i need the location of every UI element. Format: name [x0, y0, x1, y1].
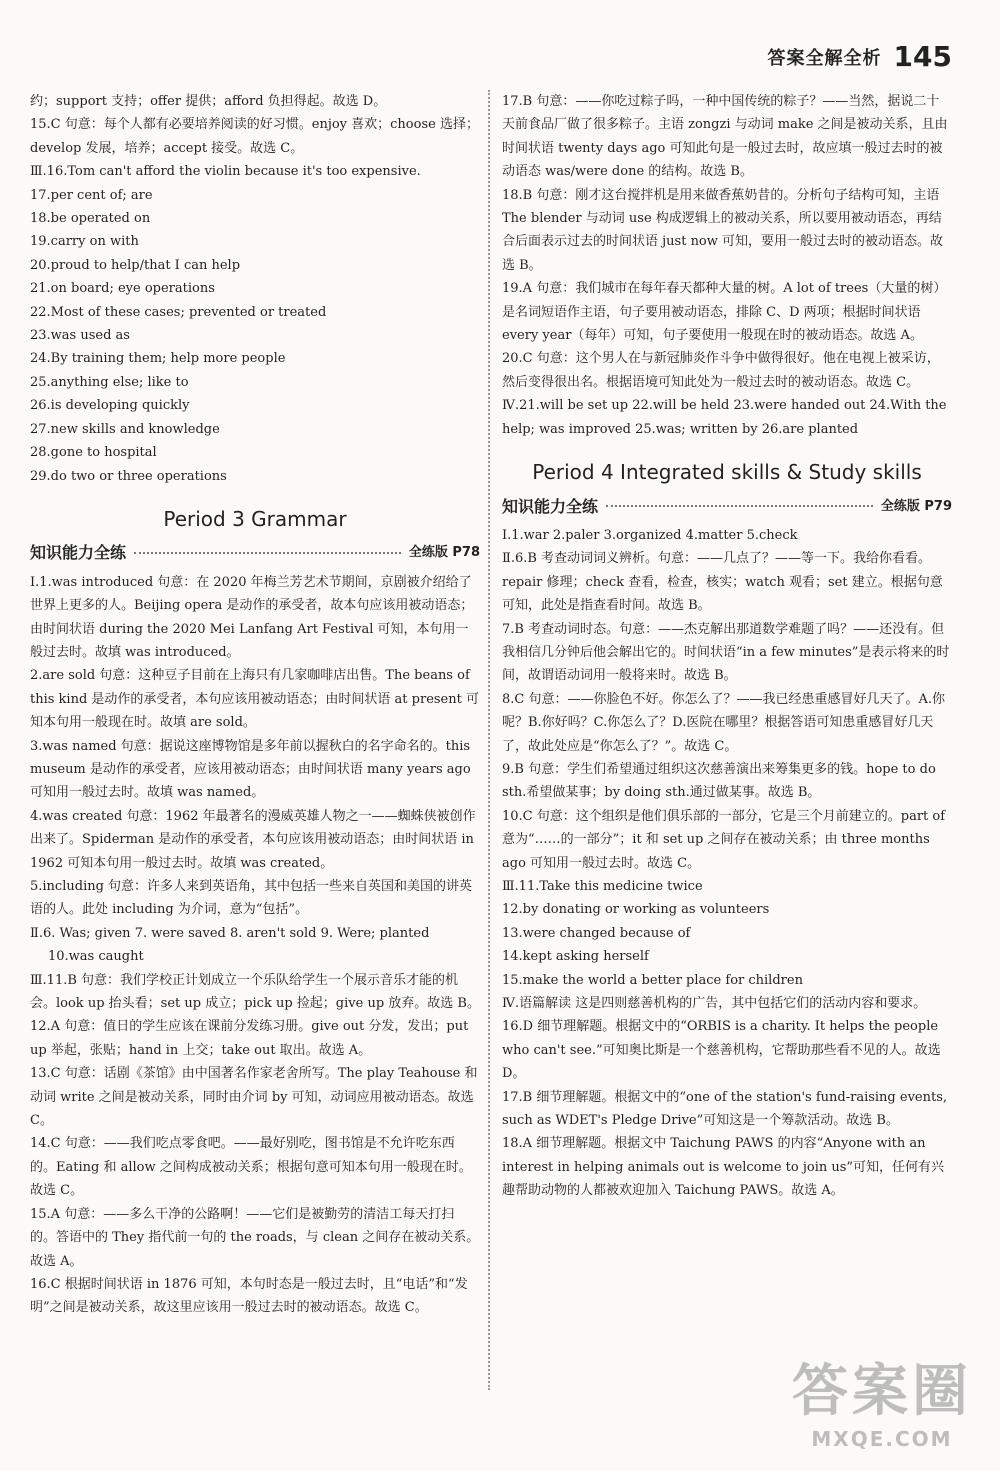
page-header — [768, 40, 952, 73]
period-title: Period 4 Integrated skills & Study skills — [532, 460, 922, 485]
answer-line: 20.proud to help/that I can help — [30, 257, 241, 273]
answer-line: 24.By training them; help more people — [30, 351, 286, 367]
right-column — [502, 90, 952, 1203]
section-name: 知识能力全练 — [502, 496, 599, 516]
answer-line: Ⅱ.6. Was; given 7. were saved 8. aren't sold 9. Were; planted — [30, 925, 430, 941]
section-ref: 全练版 P78 — [408, 545, 480, 561]
answer-line: 22.Most of these cases; prevented or treated — [30, 304, 327, 320]
answer-line: 2.are sold 句意：这种豆子目前在上海只有几家咖啡店出售。The beans of this kind 是动作的承受者，本句应该用被动语态；由时间状语 at present 可知本句用一般现在时。故填 are sold。 — [30, 668, 479, 731]
answer-line: 26.is developing quickly — [30, 398, 190, 414]
answer-line: 13.were changed because of — [502, 925, 691, 941]
section-ref: 全练版 P79 — [880, 498, 952, 514]
section-header — [502, 495, 952, 518]
answer-line: 12.A 句意：值日的学生应该在课前分发练习册。give out 分发，发出；put up 举起，张贴；hand in 上交；take out 取出。故选 A。 — [30, 1019, 469, 1058]
answer-line: 9.B 句意：学生们希望通过组织这次慈善演出来筹集更多的钱。hope to do sth.希望做某事；by doing sth.通过做某事。故选 B。 — [502, 761, 936, 801]
section-divider — [606, 505, 873, 507]
answer-line: 18.A 细节理解题。根据文中 Taichung PAWS 的内容“Anyone with an interest in helping animals out is welcome to join us”可知，任何有兴趣帮助动物的人都被欢迎加入 Taichung PAWS。故选 A。 — [502, 1136, 945, 1199]
answer-line: 17.per cent of; are — [30, 187, 153, 203]
header-title: 答案全解全析 — [767, 47, 882, 69]
answer-line: 18.be operated on — [30, 211, 151, 227]
answer-line: 17.B 细节理解题。根据文中的“one of the station's fund-raising events, such as WDET's Pledge Drive”可知这是一个筹款活动。故选 B。 — [502, 1089, 948, 1129]
answer-line: Ⅳ.21.will be set up 22.will be held 23.were handed out 24.With the help; was improved 25.was; written by 26.are planted — [502, 398, 947, 437]
column-divider — [488, 90, 490, 1390]
answer-line: 10.was caught — [48, 949, 144, 965]
section-header — [30, 541, 480, 564]
answer-line: Ⅰ.1.was introduced 句意：在 2020 年梅兰芳艺术节期间，京剧被介绍给了世界上更多的人。Beijing opera 是动作的承受者，故本句应该用被动语态；由时间状语 during the 2020 Mei Lanfang Art Festival 可知，本句用一般过去时。故填 was introduced。 — [30, 574, 474, 660]
watermark-logo — [792, 1347, 972, 1451]
watermark-url: MXQE.COM — [811, 1427, 953, 1451]
answer-line: 14.kept asking herself — [502, 949, 649, 965]
answer-line: 18.B 句意：刚才这台搅拌机是用来做香蕉奶昔的。分析句子结构可知，主语 The blender 与动词 use 构成逻辑上的被动关系，所以要用被动语态，再结合后面表示过去的时间状语 just now 可知，要用一般过去时的被动语态。故选 B。 — [502, 187, 944, 273]
answer-line: 23.was used as — [30, 328, 130, 344]
answer-line: 15.make the world a better place for children — [502, 972, 803, 988]
answer-line: 7.B 考查动词时态。句意：——杰克解出那道数学难题了吗？——还没有。但我相信几分钟后他会解出它的。时间状语“in a few minutes”是表示将来的时间，故谓语动词用一般将来时。故选 B。 — [502, 621, 950, 684]
answer-line: 13.C 句意：话剧《茶馆》由中国著名作家老舍所写。The play Teahouse 和动词 write 之间是被动关系，同时由介词 by 可知，动词应用被动语态。故选 C。 — [30, 1066, 478, 1129]
answer-line: 25.anything else; like to — [30, 374, 189, 390]
answer-line: 8.C 句意：——你脸色不好。你怎么了？——我已经患重感冒好几天了。A.你呢？B.你好吗？C.你怎么了？D.医院在哪里？根据答语可知患重感冒好几天了，故此处应是“你怎么了？”。故选 C。 — [502, 691, 946, 754]
answer-line: 3.was named 句意：据说这座博物馆是多年前以握秋白的名字命名的。this museum 是动作的承受者，应该用被动语态；由时间状语 many years ago 可知用一般过去时。故填 was named。 — [30, 738, 471, 801]
answer-line: 14.C 句意：——我们吃点零食吧。——最好别吃，图书馆是不允许吃东西的。Eating 和 allow 之间构成被动关系；根据句意可知本句用一般现在时。故选 C。 — [30, 1136, 472, 1199]
period-title: Period 3 Grammar — [163, 506, 347, 531]
answer-line: 15.C 句意：每个人都有必要培养阅读的好习惯。enjoy 喜欢；choose 选择；develop 发展，培养；accept 接受。故选 C。 — [30, 117, 479, 156]
answer-line: 20.C 句意：这个男人在与新冠肺炎作斗争中做得很好。他在电视上被采访，然后变得很出名。根据语境可知此处为一般过去时的被动语态。故选 C。 — [502, 351, 940, 390]
answer-line: 15.A 句意：——多么干净的公路啊！——它们是被勤劳的清洁工每天打扫的。答语中的 They 指代前一句的 the roads，与 clean 之间存在被动关系。故选 A。 — [30, 1206, 480, 1269]
answer-line: 4.was created 句意：1962 年最著名的漫威英雄人物之一——蜘蛛侠被创作出来了。Spiderman 是动作的承受者，本句应该用被动语态；由时间状语 in 1962 可知本句用一般过去时。故填 was created。 — [30, 808, 476, 871]
answer-line: 28.gone to hospital — [30, 445, 157, 461]
answer-line: Ⅳ.语篇解读 这是四则慈善机构的广告，其中包括它们的活动内容和要求。 — [502, 996, 927, 1012]
answer-line: 5.including 句意：许多人来到英语角，其中包括一些来自英国和美国的讲英语的人。此处 including 为介词，意为“包括”。 — [30, 879, 473, 918]
watermark-text: 答案圈 — [792, 1359, 972, 1424]
section-divider — [134, 552, 401, 554]
answer-line: Ⅰ.1.war 2.paler 3.organized 4.matter 5.check — [502, 527, 798, 543]
answer-line: 16.D 细节理解题。根据文中的“ORBIS is a charity. It helps the people who can't see.”可知奥比斯是一个慈善机构，它帮助那些看不见的人。故选 D。 — [502, 1019, 941, 1082]
answer-line: 19.A 句意：我们城市在每年春天都种大量的树。A lot of trees（大量的树）是名词短语作主语，句子要用被动语态，排除 C、D 两项；根据时间状语 every year（每年）可知，句子要使用一般现在时的被动语态。故选 A。 — [502, 281, 947, 344]
section-name: 知识能力全练 — [30, 543, 127, 563]
answer-line: 27.new skills and knowledge — [30, 421, 220, 437]
answer-line: 29.do two or three operations — [30, 468, 227, 484]
answer-line: Ⅱ.6.B 考查动词词义辨析。句意：——几点了？——等一下。我给你看看。repair 修理；check 查看，检查，核实；watch 观看；set 建立。根据句意可知，此处是指查看时间。故选 B。 — [502, 551, 943, 614]
answer-line: 10.C 句意：这个组织是他们俱乐部的一部分，它是三个月前建立的。part of 意为“……的一部分”；it 和 set up 之间存在被动关系；由 three months ago 可知用一般过去时。故选 C。 — [502, 808, 946, 871]
answer-line: Ⅲ.11.Take this medicine twice — [502, 879, 703, 894]
answer-line: Ⅲ.16.Tom can't afford the violin because it's too expensive. — [30, 164, 421, 180]
answer-line: 约；support 支持；offer 提供；afford 负担得起。故选 D。 — [30, 94, 387, 109]
answer-line: Ⅲ.11.B 句意：我们学校正计划成立一个乐队给学生一个展示音乐才能的机会。look up 抬头看；set up 成立；pick up 捡起；give up 放弃。故选 B。 — [30, 972, 480, 1012]
page-number: 145 — [893, 40, 952, 73]
left-column — [30, 90, 480, 1320]
answer-line: 12.by donating or working as volunteers — [502, 902, 770, 918]
answer-line: 16.C 根据时间状语 in 1876 可知，本句时态是一般过去时，且“电话”和“发明”之间是被动关系，故这里应该用一般过去时的被动语态。故选 C。 — [30, 1276, 468, 1316]
answer-line: 17.B 句意：——你吃过粽子吗，一种中国传统的粽子？——当然，据说二十天前食品厂做了很多粽子。主语 zongzi 与动词 make 之间是被动关系，且由时间状语 twenty days ago 可知此句是一般过去时，故应填一般过去时的被动语态 was/were done 的结构。故选 B。 — [502, 94, 948, 180]
answer-line: 19.carry on with — [30, 234, 139, 250]
answer-line: 21.on board; eye operations — [30, 281, 215, 297]
